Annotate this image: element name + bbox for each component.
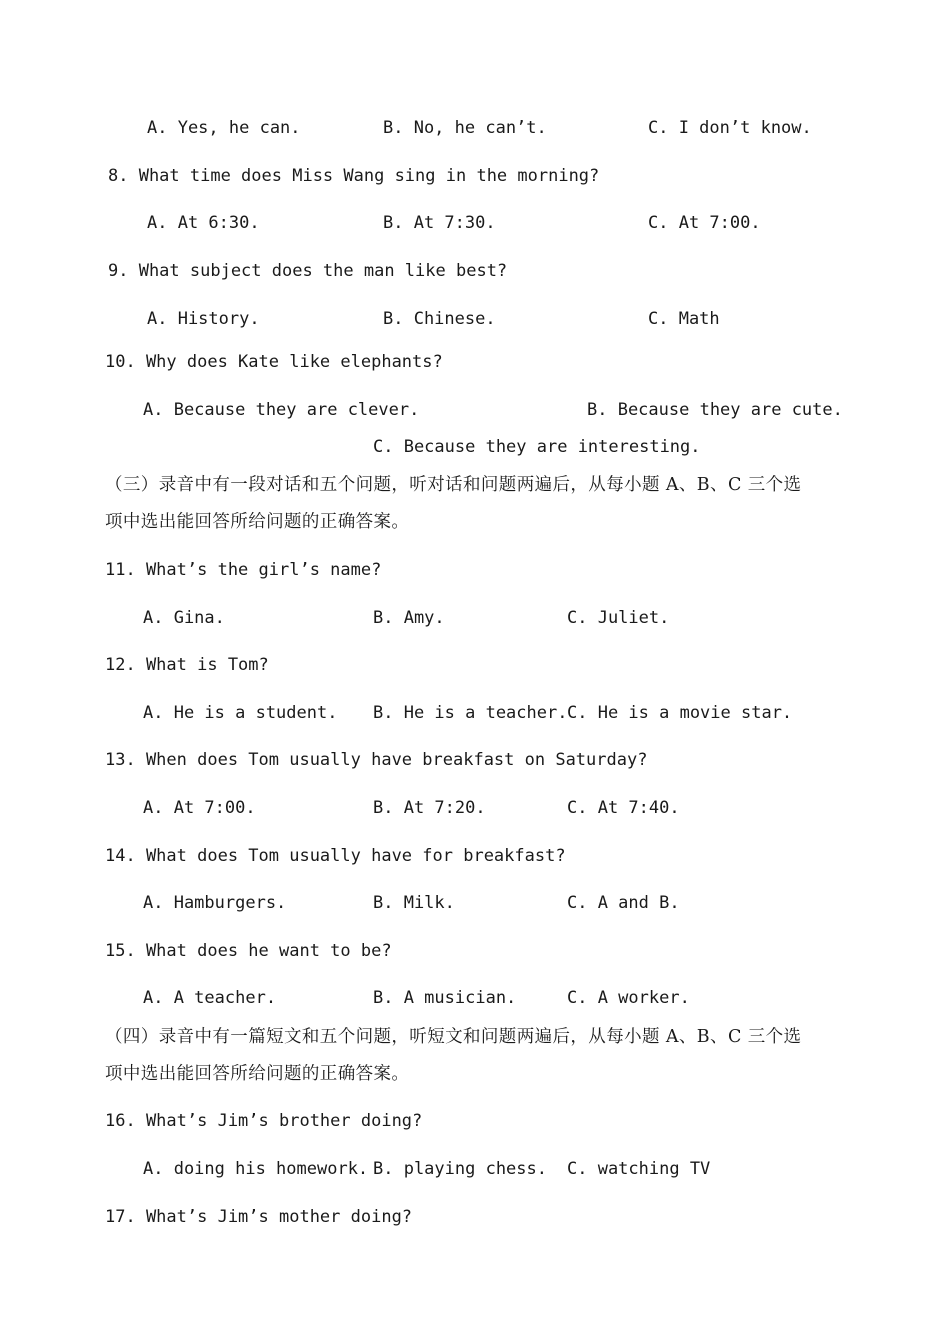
q16-option-c: C. watching TV	[567, 1159, 711, 1179]
q11-option-a: A. Gina.	[143, 608, 225, 628]
q16-question: 16. What’s Jim’s brother doing?	[105, 1111, 423, 1131]
q10-option-a: A. Because they are clever.	[143, 400, 420, 420]
q8-question: 8. What time does Miss Wang sing in the morning?	[108, 166, 600, 186]
section3-instruction-line2: 项中选出能回答所给问题的正确答案。	[105, 512, 410, 532]
section4-instruction-line2: 项中选出能回答所给问题的正确答案。	[105, 1064, 410, 1084]
q9-option-c: C. Math	[648, 309, 720, 329]
q12-option-c: C. He is a movie star.	[567, 703, 793, 723]
q10-option-c: C. Because they are interesting.	[373, 437, 701, 457]
q13-option-b: B. At 7:20.	[373, 798, 486, 818]
q8-option-a: A. At 6:30.	[147, 213, 260, 233]
q11-question: 11. What’s the girl’s name?	[105, 560, 382, 580]
section3-instruction-line1: （三）录音中有一段对话和五个问题，听对话和问题两遍后，从每小题 A、B、C 三个选	[105, 475, 802, 495]
q12-option-b: B. He is a teacher.	[373, 703, 568, 723]
q8-option-b: B. At 7:30.	[383, 213, 496, 233]
q14-option-c: C. A and B.	[567, 893, 680, 913]
q15-option-b: B. A musician.	[373, 988, 517, 1008]
q11-option-b: B. Amy.	[373, 608, 445, 628]
q9-question: 9. What subject does the man like best?	[108, 261, 508, 281]
q14-option-a: A. Hamburgers.	[143, 893, 287, 913]
section4-instruction-line1: （四）录音中有一篇短文和五个问题，听短文和问题两遍后，从每小题 A、B、C 三个选	[105, 1027, 802, 1047]
q13-option-a: A. At 7:00.	[143, 798, 256, 818]
q15-option-a: A. A teacher.	[143, 988, 277, 1008]
q7-option-c: C. I don’t know.	[648, 118, 812, 138]
q15-question: 15. What does he want to be?	[105, 941, 392, 961]
q16-option-a: A. doing his homework.	[143, 1159, 369, 1179]
q10-option-b: B. Because they are cute.	[587, 400, 843, 420]
q9-option-a: A. History.	[147, 309, 260, 329]
q14-question: 14. What does Tom usually have for breakfast?	[105, 846, 566, 866]
q15-option-c: C. A worker.	[567, 988, 690, 1008]
q12-option-a: A. He is a student.	[143, 703, 338, 723]
q16-option-b: B. playing chess.	[373, 1159, 547, 1179]
q13-option-c: C. At 7:40.	[567, 798, 680, 818]
q12-question: 12. What is Tom?	[105, 655, 269, 675]
q8-option-c: C. At 7:00.	[648, 213, 761, 233]
q17-question: 17. What’s Jim’s mother doing?	[105, 1207, 413, 1227]
q7-option-a: A. Yes, he can.	[147, 118, 301, 138]
q13-question: 13. When does Tom usually have breakfast on Saturday?	[105, 750, 648, 770]
q7-option-b: B. No, he can’t.	[383, 118, 547, 138]
q9-option-b: B. Chinese.	[383, 309, 496, 329]
q14-option-b: B. Milk.	[373, 893, 455, 913]
q11-option-c: C. Juliet.	[567, 608, 670, 628]
q10-question: 10. Why does Kate like elephants?	[105, 352, 443, 372]
